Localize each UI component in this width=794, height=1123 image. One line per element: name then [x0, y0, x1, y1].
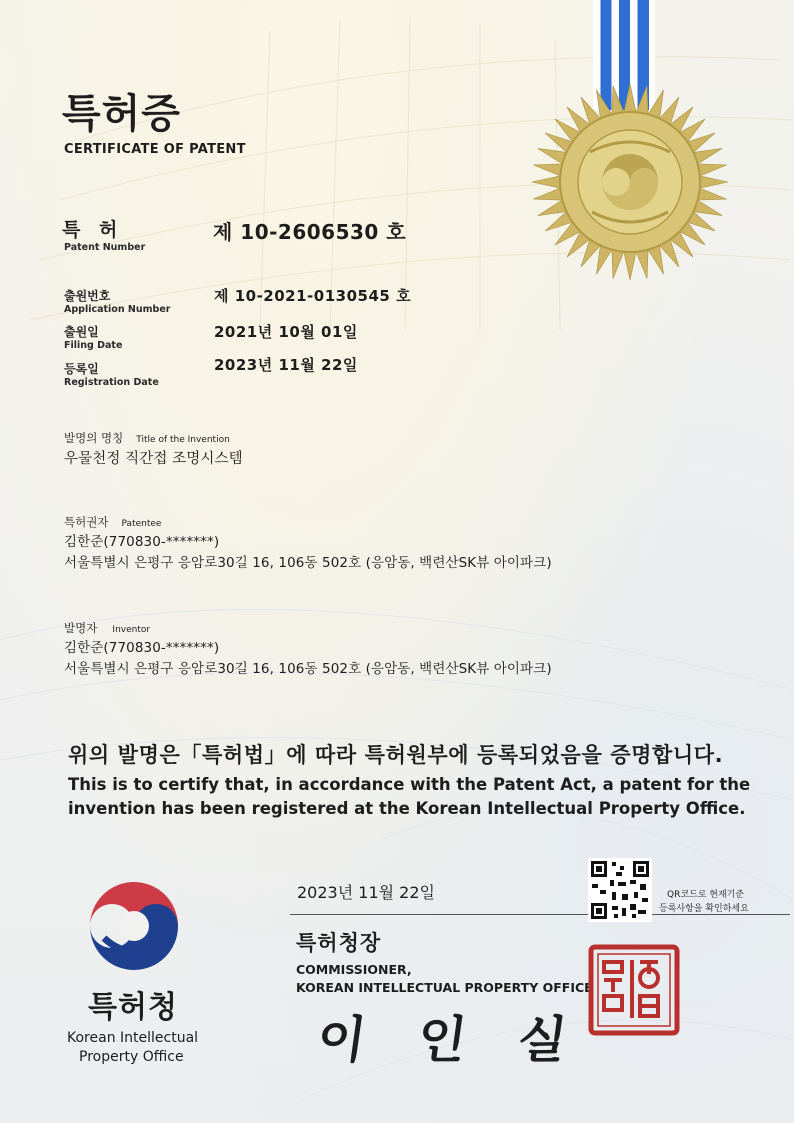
certification-statement-en-1: This is to certify that, in accordance with the Patent Act, a patent for the [68, 775, 751, 794]
certification-statement-en-2: invention has been registered at the Korean Intellectual Property Office. [68, 799, 746, 818]
office-name-en-1: Korean Intellectual [67, 1030, 199, 1046]
inventor-address: 서울특별시 은평구 응암로30길 16, 106동 502호 (응암동, 백련산SK뷰 아이파크) [64, 661, 552, 677]
certificate-title: 특허증 [62, 91, 181, 137]
registration-date-label-en: Registration Date [64, 377, 159, 388]
inventor-label-en: Inventor [112, 625, 151, 635]
certification-statement-ko: 위의 발명은「특허법」에 따라 특허원부에 등록되었음을 증명합니다. [68, 743, 724, 767]
invention-title: 우물천정 직간접 조명시스템 [64, 451, 243, 467]
patent-number-label: 특 허 [62, 219, 124, 241]
commissioner-title-ko: 특허청장 [296, 931, 382, 955]
commissioner-signature: 이인실 [313, 1010, 623, 1069]
filing-date-label: 출원일 [64, 325, 99, 339]
seal-ray [698, 188, 727, 200]
registration-date-value: 2023년 11월 22일 [214, 356, 358, 374]
patent-number-value: 제 10-2606530 호 [213, 220, 407, 244]
seal-ray [533, 188, 562, 200]
seal-ray [700, 176, 728, 188]
gold-seal-icon [530, 82, 730, 282]
divider-line [290, 914, 790, 915]
office-name-en-2: Property Office [79, 1049, 184, 1065]
kipo-logo-icon [84, 876, 184, 972]
seal-ray [624, 84, 636, 112]
qr-note-line1: QR코드로 현재기준 [667, 890, 745, 900]
seal-ray [698, 164, 727, 176]
application-number-label-en: Application Number [64, 304, 171, 315]
application-number-label: 출원번호 [64, 289, 111, 303]
inventor-label-row [64, 617, 150, 636]
commissioner-title-en-2: KOREAN INTELLECTUAL PROPERTY OFFICE [296, 980, 593, 995]
seal-ray [532, 176, 560, 188]
issue-date: 2023년 11월 22일 [297, 883, 435, 902]
inventor-name: 김한준(770830-*******) [64, 640, 220, 656]
invention-label: 발명의 명칭 [64, 431, 124, 445]
seal-ray [612, 250, 624, 279]
qr-note-line2: 등록사항을 확인하세요 [659, 904, 749, 914]
patent-number-label-en: Patent Number [64, 242, 146, 253]
inventor-label: 발명자 [64, 621, 98, 635]
patentee-name: 김한준(770830-*******) [64, 534, 220, 550]
patentee-address: 서울특별시 은평구 응암로30길 16, 106동 502호 (응암동, 백련산SK뷰 아이파크) [64, 555, 552, 571]
filing-date-label-en: Filing Date [64, 340, 123, 351]
invention-label-en: Title of the Invention [136, 435, 230, 445]
commissioner-title-en-1: COMMISSIONER, [296, 962, 412, 977]
seal-ray [533, 164, 562, 176]
seal-ray [612, 85, 624, 114]
filing-date-value: 2021년 10월 01일 [214, 323, 358, 341]
patentee-label-row [64, 511, 161, 530]
seal-ray [624, 252, 636, 280]
qr-code-icon[interactable] [588, 858, 652, 922]
seal-ray [636, 250, 648, 279]
patentee-label: 특허권자 [64, 515, 109, 529]
official-seal-stamp [588, 944, 680, 1036]
office-name-ko: 특허청 [88, 990, 178, 1025]
certificate-title-en: CERTIFICATE OF PATENT [64, 142, 246, 157]
invention-label-row [64, 427, 230, 446]
registration-date-label: 등록일 [64, 362, 99, 376]
seal-ray [636, 85, 648, 114]
patentee-label-en: Patentee [121, 519, 162, 529]
application-number-value: 제 10-2021-0130545 호 [214, 287, 412, 305]
